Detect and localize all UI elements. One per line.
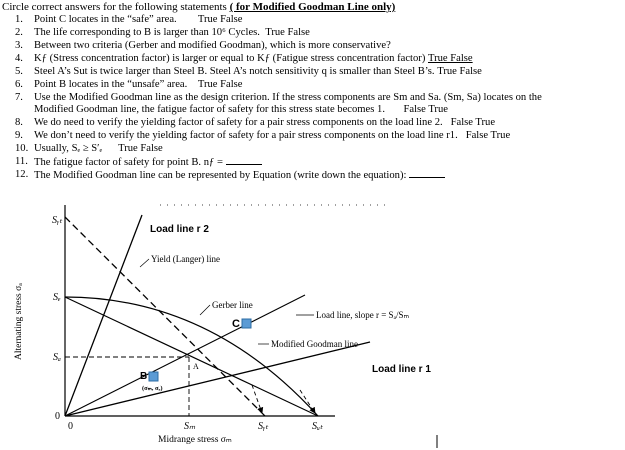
arrow-sut: [300, 390, 315, 413]
y-tick-syt: Sᵧₜ: [52, 215, 63, 226]
answer-options[interactable]: False True: [403, 104, 448, 115]
label-goodman-line: Modified Goodman line: [271, 339, 358, 349]
label-load-line-r2: Load line r 2: [150, 224, 209, 235]
answer-options[interactable]: True False: [265, 27, 310, 38]
x-tick-sut: Sᵤₜ: [312, 421, 323, 432]
answer-options[interactable]: True False: [118, 143, 163, 154]
point-b-coords: (σₘ, σₐ): [142, 385, 163, 392]
answer-options[interactable]: False True: [450, 117, 496, 128]
y-tick-se: Sₑ: [53, 292, 61, 303]
point-c-marker[interactable]: [242, 319, 251, 328]
x-tick-sm: Sₘ: [184, 421, 196, 432]
header-instruction: Circle correct answers for the following statements: [2, 1, 227, 13]
point-b-marker[interactable]: [149, 372, 158, 381]
point-b-label: B: [140, 371, 148, 382]
label-yield-line: Yield (Langer) line: [151, 254, 220, 264]
label-load-line-slope: Load line, slope r = Sₐ/Sₘ: [316, 310, 410, 320]
answer-blank[interactable]: [226, 156, 262, 165]
answer-options[interactable]: True False: [437, 66, 482, 77]
point-c-label: C: [232, 318, 240, 330]
x-tick-syt: Sᵧₜ: [258, 421, 269, 432]
worksheet-page: Circle correct answers for the following statements ( for Modified Goodman Line only) 1. Point C locates in the “safe” area. True False 2. The life corresponding to B is larger than 10⁶ Cycles. True False 3. Between two criteria (Gerber and modified Goodman), which is more conservative? 4. Kƒ (Stress concentration factor) is larger or equal to Kƒ (Fatigue stress concentration factor) True False 5. Steel A’s Sut is twice larger than Steel B. Steel A’s notch sensitivity q is smaller than Steel B’s. True False 6. Point B locates in the “unsafe” area. True False 7. Use the Modified Goodman line as the design criterion. If the stress components are Sm and Sa. (Sm, Sa) locates on the Modified Goodman line, the fatigue factor of safety for this stress state becomes 1. False True 8. We do need to verify the yielding factor of safety for a pair stress components on the load line 2. False True 9. We don’t need to verify the yielding factor of safety for a pair stress components on the load line r1. False True 10. Usually, Sₑ ≥ S′ₑ True False 11. The fatigue factor of safety for point B. nƒ = 12. The Modified Goodman line can be represented by Equation (write down the equation): Sᵧₜ Sₑ Sₐ 0 0 Sₘ Sᵧₜ Sᵤₜ Midrange stress σₘ Alternating stress σₐ Load line r 2 Yield (Langer) line Gerber line Load line, slope r = Sₐ/Sₘ Modified Goodman line Load line r 1 C B (σₘ, σₐ) A: [0, 0, 625, 450]
y-tick-sa: Sₐ: [53, 352, 61, 363]
load-line-r2: [65, 215, 142, 416]
header-tag: ( for Modified Goodman Line only): [229, 1, 396, 13]
point-a-label: A: [193, 362, 199, 371]
x-axis-title: Midrange stress σₘ: [158, 435, 232, 445]
load-line-slope: [65, 295, 305, 416]
answer-options[interactable]: True False: [428, 53, 473, 64]
label-load-line-r1: Load line r 1: [372, 364, 431, 375]
leader-yield: [140, 259, 149, 267]
answer-options[interactable]: False True: [465, 130, 511, 141]
load-line-r1: [65, 342, 370, 416]
answer-options[interactable]: True False: [197, 79, 243, 90]
header: [2, 1, 395, 13]
goodman-diagram: [0, 185, 625, 450]
label-gerber-line: Gerber line: [212, 300, 253, 310]
y-axis-title: Alternating stress σₐ: [14, 283, 24, 360]
y-tick-zero: 0: [55, 411, 60, 422]
answer-options[interactable]: True False: [197, 14, 243, 25]
yield-langer-line: [65, 217, 265, 416]
answer-blank[interactable]: [409, 169, 445, 178]
modified-goodman-line: [65, 297, 318, 416]
leader-gerber: [200, 305, 210, 315]
x-tick-zero: 0: [68, 421, 73, 432]
